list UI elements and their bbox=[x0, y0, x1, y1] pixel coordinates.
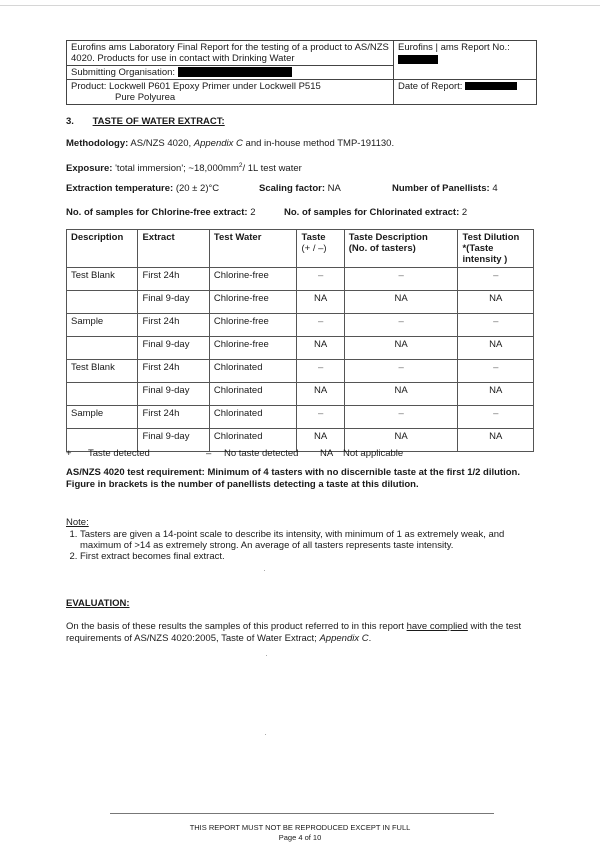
methodology-appendix: Appendix C bbox=[193, 138, 243, 149]
row-test-water: Chlorinated bbox=[209, 360, 297, 383]
row-description: Sample bbox=[67, 406, 138, 429]
exposure-post: / 1L test water bbox=[242, 163, 302, 175]
table-row bbox=[67, 268, 534, 291]
row-extract: Final 9-day bbox=[138, 429, 209, 452]
legend-plus-symbol: + bbox=[66, 448, 72, 459]
scaling-value: NA bbox=[327, 183, 341, 194]
row-extract: Final 9-day bbox=[138, 291, 209, 314]
product-line-1: Product: Lockwell P601 Epoxy Primer under Lockwell P515 bbox=[71, 81, 321, 92]
col-taste-description-subtitle: (No. of tasters) bbox=[348, 243, 416, 254]
row-taste: NA bbox=[297, 337, 344, 360]
section-heading bbox=[66, 116, 225, 128]
row-description bbox=[67, 291, 138, 314]
note-list bbox=[66, 529, 536, 562]
row-test-water: Chlorinated bbox=[209, 406, 297, 429]
row-description: Test Blank bbox=[67, 360, 138, 383]
table-header-row bbox=[67, 230, 534, 268]
evaluation-title: EVALUATION: bbox=[66, 598, 130, 609]
redacted-date bbox=[465, 82, 517, 90]
report-title: Eurofins ams Laboratory Final Report for the testing of a product to AS/NZS 4020. Products for use in contact with Drinking Water bbox=[71, 42, 389, 64]
chlorine-free-samples-value: 2 bbox=[250, 207, 256, 218]
taste-results-table bbox=[66, 229, 534, 452]
col-description: Description bbox=[67, 230, 138, 268]
row-test-water: Chlorine-free bbox=[209, 337, 297, 360]
evaluation-compliance: have complied bbox=[406, 621, 468, 632]
product-line-2: Pure Polyurea bbox=[115, 92, 176, 103]
row-test-dilution: NA bbox=[458, 337, 534, 360]
row-taste-description: NA bbox=[344, 337, 458, 360]
report-number-cell bbox=[394, 41, 537, 80]
exposure-pre: 'total immersion'; ~18,000mm bbox=[115, 163, 239, 175]
section-title: TASTE OF WATER EXTRACT: bbox=[92, 116, 225, 127]
row-test-water: Chlorinated bbox=[209, 429, 297, 452]
submitting-org-cell bbox=[67, 66, 394, 80]
evaluation-text bbox=[66, 621, 536, 644]
row-test-water: Chlorine-free bbox=[209, 291, 297, 314]
row-test-dilution: NA bbox=[458, 429, 534, 452]
scan-speck bbox=[265, 734, 266, 735]
row-test-dilution: – bbox=[458, 314, 534, 337]
legend-plus-text: Taste detected bbox=[88, 448, 150, 459]
row-taste-description: – bbox=[344, 406, 458, 429]
row-test-water: Chlorinated bbox=[209, 383, 297, 406]
table-row bbox=[67, 383, 534, 406]
row-test-dilution: – bbox=[458, 360, 534, 383]
row-taste: NA bbox=[297, 429, 344, 452]
col-test-dilution-title: Test Dilution bbox=[462, 232, 520, 243]
redacted-report-number bbox=[398, 55, 438, 64]
row-extract: Final 9-day bbox=[138, 383, 209, 406]
methodology-pre: AS/NZS 4020, bbox=[130, 138, 192, 149]
report-date-cell bbox=[394, 80, 537, 105]
scaling-label: Scaling factor: bbox=[259, 183, 325, 194]
row-test-dilution: NA bbox=[458, 291, 534, 314]
row-test-dilution: – bbox=[458, 406, 534, 429]
table-row bbox=[67, 337, 534, 360]
row-extract: First 24h bbox=[138, 360, 209, 383]
col-test-water: Test Water bbox=[209, 230, 297, 268]
row-test-dilution: – bbox=[458, 268, 534, 291]
row-extract: First 24h bbox=[138, 314, 209, 337]
requirement-line-1: AS/NZS 4020 test requirement: Minimum of 4 tasters with no discernible taste at the first 1/2 dilution. bbox=[66, 467, 520, 478]
table-row bbox=[67, 291, 534, 314]
col-taste-description-title: Taste Description bbox=[348, 232, 428, 243]
extraction-temp-label: Extraction temperature: bbox=[66, 183, 174, 194]
row-taste: NA bbox=[297, 383, 344, 406]
legend-minus-symbol: – bbox=[206, 448, 212, 459]
legend-na-symbol: NA bbox=[320, 448, 334, 459]
methodology-line bbox=[66, 138, 394, 150]
panellists-value: 4 bbox=[492, 183, 498, 194]
col-extract: Extract bbox=[138, 230, 209, 268]
chlorinated-samples-label: No. of samples for Chlorinated extract: bbox=[284, 207, 460, 218]
samples-line bbox=[66, 207, 536, 219]
row-taste-description: NA bbox=[344, 291, 458, 314]
legend-minus-text: No taste detected bbox=[224, 448, 299, 459]
row-test-water: Chlorine-free bbox=[209, 314, 297, 337]
scan-speck bbox=[266, 655, 267, 656]
requirement-line-2: Figure in brackets is the number of panellists detecting a taste at this dilution. bbox=[66, 478, 419, 490]
row-test-dilution: NA bbox=[458, 383, 534, 406]
methodology-label: Methodology: bbox=[66, 138, 129, 149]
report-date-label: Date of Report: bbox=[398, 81, 463, 92]
row-taste-description: – bbox=[344, 268, 458, 291]
section-number: 3. bbox=[66, 116, 74, 127]
evaluation-text-end: . bbox=[368, 632, 372, 644]
col-taste-subtitle: (+ / –) bbox=[301, 243, 327, 254]
row-description bbox=[67, 337, 138, 360]
exposure-superscript: 2 bbox=[238, 162, 243, 169]
row-taste: NA bbox=[297, 291, 344, 314]
note-item: 1. Tasters are given a 14-point scale to describe its intensity, with minimum of 1 as extremely weak, and maximum of >14 as extremely strong. An average of all tasters represents taste intensity. bbox=[80, 529, 536, 551]
legend-na-text: Not applicable bbox=[343, 448, 404, 459]
extraction-line bbox=[66, 183, 536, 195]
row-taste-description: NA bbox=[344, 383, 458, 406]
table-row bbox=[67, 406, 534, 429]
evaluation-appendix: Appendix C bbox=[319, 632, 369, 644]
col-taste-title: Taste bbox=[301, 232, 326, 243]
row-taste: – bbox=[297, 314, 344, 337]
top-rule bbox=[0, 5, 600, 6]
submitting-org-label: Submitting Organisation: bbox=[71, 67, 176, 78]
col-taste bbox=[297, 230, 344, 268]
col-taste-description bbox=[344, 230, 458, 268]
row-taste: – bbox=[297, 268, 344, 291]
table-row bbox=[67, 360, 534, 383]
evaluation-text-mid: with the test requirements of AS/NZS 4020:2005, Taste of Water Extract; bbox=[66, 621, 522, 644]
report-number-label: Eurofins | ams Report No.: bbox=[398, 42, 510, 53]
evaluation-text-pre: On the basis of these results the samples of this product referred to in this report bbox=[66, 621, 404, 632]
product-cell bbox=[67, 80, 394, 105]
row-extract: First 24h bbox=[138, 268, 209, 291]
requirement-block bbox=[66, 467, 536, 490]
chlorinated-samples-value: 2 bbox=[461, 207, 468, 218]
row-taste-description: – bbox=[344, 360, 458, 383]
row-description: Sample bbox=[67, 314, 138, 337]
row-extract: First 24h bbox=[138, 406, 209, 429]
row-taste-description: NA bbox=[344, 429, 458, 452]
panellists-label: Number of Panellists: bbox=[392, 183, 490, 194]
exposure-label: Exposure: bbox=[66, 163, 113, 175]
note-block bbox=[66, 517, 536, 562]
row-taste: – bbox=[297, 406, 344, 429]
table-row bbox=[67, 314, 534, 337]
scan-speck bbox=[264, 570, 265, 571]
report-header-table bbox=[66, 40, 537, 105]
row-description bbox=[67, 383, 138, 406]
note-item: 2. First extract becomes final extract. bbox=[80, 551, 536, 562]
redacted-organisation bbox=[178, 67, 292, 77]
row-test-water: Chlorine-free bbox=[209, 268, 297, 291]
col-test-dilution bbox=[458, 230, 534, 268]
row-extract: Final 9-day bbox=[138, 337, 209, 360]
methodology-post: and in-house method TMP-191130. bbox=[245, 138, 395, 149]
row-taste: – bbox=[297, 360, 344, 383]
report-title-cell bbox=[67, 41, 394, 66]
exposure-line bbox=[66, 160, 302, 175]
footer-rule bbox=[110, 813, 494, 814]
extraction-temp-value: (20 ± 2)°C bbox=[175, 183, 220, 194]
row-description: Test Blank bbox=[67, 268, 138, 291]
col-test-dilution-subtitle: *(Taste intensity ) bbox=[462, 243, 508, 265]
chlorine-free-samples-label: No. of samples for Chlorine-free extract: bbox=[66, 207, 248, 218]
note-label: Note: bbox=[66, 517, 89, 528]
page-number: Page 4 of 10 bbox=[278, 833, 322, 842]
row-taste-description: – bbox=[344, 314, 458, 337]
footer-disclaimer: THIS REPORT MUST NOT BE REPRODUCED EXCEPT IN FULL bbox=[189, 823, 411, 832]
